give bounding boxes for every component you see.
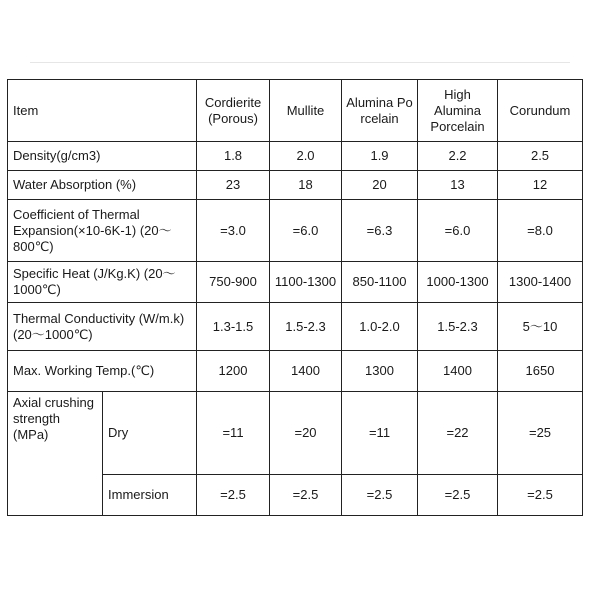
header-alumina-porcelain: Alumina Porcelain [342,80,418,142]
header-corundum: Corundum [498,80,583,142]
ceramic-properties-table [7,79,583,516]
table-cell: 1000-1300 [418,262,498,303]
table-cell: 18 [270,171,342,200]
table-cell: 1400 [270,351,342,392]
table-cell: 1650 [498,351,583,392]
table-cell: =3.0 [197,200,270,262]
table-cell: =11 [342,392,418,475]
immersion-label: Immersion [103,475,197,516]
table-cell: 20 [342,171,418,200]
table-cell: 2.5 [498,142,583,171]
table-cell: 12 [498,171,583,200]
table-cell: =2.5 [342,475,418,516]
table-cell: =6.0 [418,200,498,262]
table-cell: =22 [418,392,498,475]
dry-label: Dry [103,392,197,475]
table-cell: 2.0 [270,142,342,171]
table-cell: 1100-1300 [270,262,342,303]
table-cell: 2.2 [418,142,498,171]
table-row [8,262,583,303]
table-row [8,392,583,475]
table-cell: =6.3 [342,200,418,262]
specific-heat-label: Specific Heat (J/Kg.K) (20～1000℃) [8,262,197,303]
table-cell: 1200 [197,351,270,392]
thermal-conductivity-label: Thermal Conductivity (W/m.k) (20～1000℃) [8,303,197,351]
header-item: Item [8,80,197,142]
table-cell: 13 [418,171,498,200]
table-row [8,351,583,392]
top-divider [30,62,570,63]
table-cell: 1400 [418,351,498,392]
table-cell: 1.5-2.3 [418,303,498,351]
table-cell: 1.8 [197,142,270,171]
table-cell: 1.3-1.5 [197,303,270,351]
table-cell: 850-1100 [342,262,418,303]
table-row [8,303,583,351]
table-cell: =11 [197,392,270,475]
table-cell: =25 [498,392,583,475]
table-cell: =2.5 [418,475,498,516]
table-cell: 5～10 [498,303,583,351]
axial-crushing-label: Axial crushing strength (MPa) [8,392,103,516]
header-cordierite: Cordierite (Porous) [197,80,270,142]
density-label: Density(g/cm3) [8,142,197,171]
table-cell: 23 [197,171,270,200]
table-row [8,200,583,262]
thermal-expansion-label: Coefficient of Thermal Expansion(×10-6K-1) (20～800℃) [8,200,197,262]
header-high-alumina-porcelain: High Alumina Porcelain [418,80,498,142]
header-mullite: Mullite [270,80,342,142]
table-cell: 1.9 [342,142,418,171]
table-row [8,142,583,171]
table-cell: 750-900 [197,262,270,303]
table-cell: 1.0-2.0 [342,303,418,351]
table-row [8,171,583,200]
header-row [8,80,583,142]
table-cell: =8.0 [498,200,583,262]
water-absorption-label: Water Absorption (%) [8,171,197,200]
table-cell: =2.5 [270,475,342,516]
table-cell: =6.0 [270,200,342,262]
table-cell: =2.5 [197,475,270,516]
table-cell: 1.5-2.3 [270,303,342,351]
table-cell: =20 [270,392,342,475]
max-working-temp-label: Max. Working Temp.(℃) [8,351,197,392]
table-cell: 1300 [342,351,418,392]
table-cell: 1300-1400 [498,262,583,303]
table-cell: =2.5 [498,475,583,516]
